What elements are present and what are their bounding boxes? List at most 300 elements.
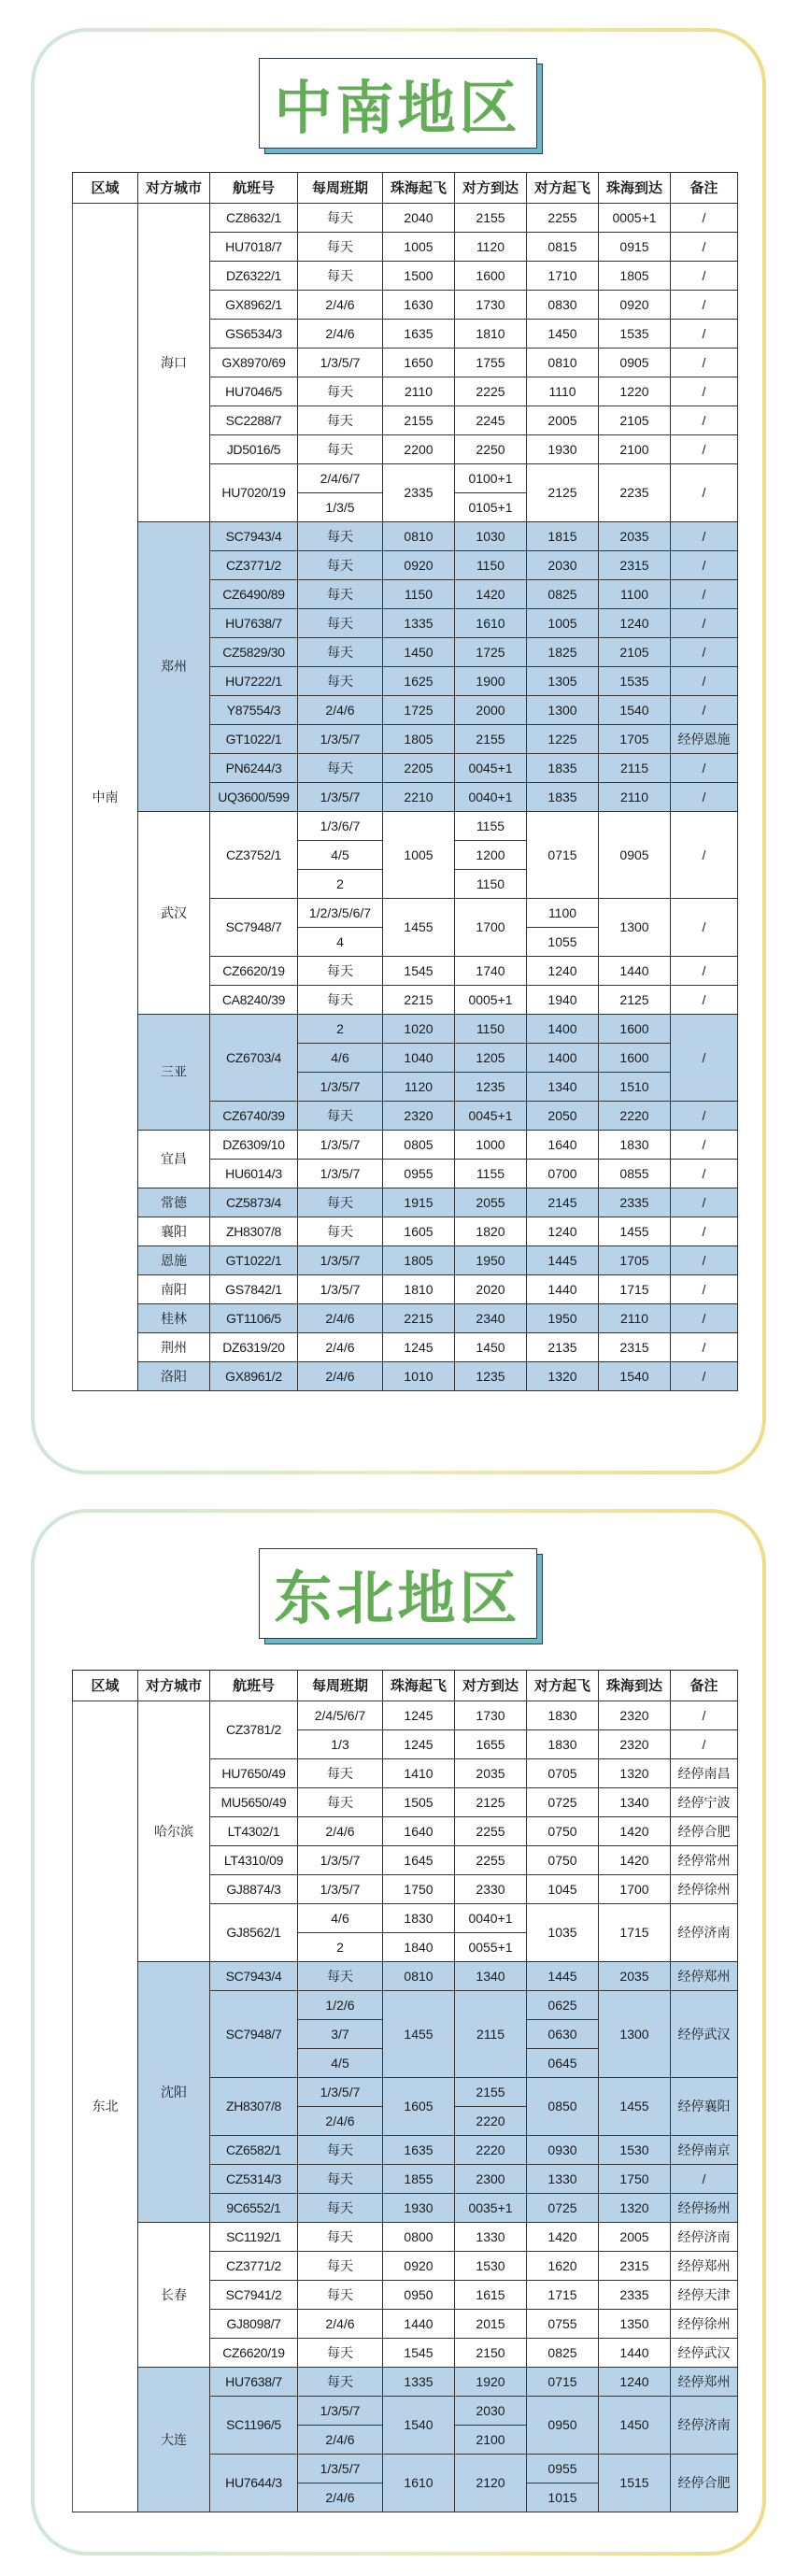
schedule: 1/3/5/7 xyxy=(298,2455,383,2483)
dep: 1015 xyxy=(527,2483,599,2512)
note: / xyxy=(671,812,738,899)
zh-dep: 1010 xyxy=(383,1362,455,1391)
schedule: 每天 xyxy=(298,233,383,262)
zh-dep: 1650 xyxy=(383,349,455,377)
arr: 1530 xyxy=(455,2252,527,2281)
col-header-schedule: 每周班期 xyxy=(298,173,383,204)
schedule: 每天 xyxy=(298,667,383,696)
section-card-northeast xyxy=(31,1509,766,2555)
col-header-dep: 对方起飞 xyxy=(527,1671,599,1701)
note: / xyxy=(671,464,738,522)
arr: 2155 xyxy=(455,725,527,754)
schedule: 每天 xyxy=(298,551,383,580)
schedule: 4 xyxy=(298,928,383,957)
flight-no: CZ6740/39 xyxy=(210,1102,298,1131)
zh-dep: 1150 xyxy=(383,580,455,609)
flight-no: Y87554/3 xyxy=(210,696,298,725)
zh-arr: 2315 xyxy=(599,1333,671,1362)
zh-arr: 2035 xyxy=(599,1962,671,1991)
dep: 1225 xyxy=(527,725,599,754)
note: / xyxy=(671,899,738,957)
zh-dep: 1750 xyxy=(383,1875,455,1904)
flight-no: GT1022/1 xyxy=(210,1246,298,1275)
note: / xyxy=(671,1333,738,1362)
card-body xyxy=(35,1513,762,2552)
note: / xyxy=(671,291,738,320)
note: 经停宁波 xyxy=(671,1788,738,1817)
dep: 1445 xyxy=(527,1246,599,1275)
dep: 0715 xyxy=(527,812,599,899)
zh-arr: 1515 xyxy=(599,2455,671,2512)
arr: 1340 xyxy=(455,1962,527,1991)
table-row xyxy=(73,522,738,551)
note: 经停常州 xyxy=(671,1846,738,1875)
arr: 1820 xyxy=(455,1217,527,1246)
dep: 1825 xyxy=(527,638,599,667)
note: / xyxy=(671,262,738,291)
arr: 2150 xyxy=(455,2339,527,2368)
city-cell: 洛阳 xyxy=(138,1362,210,1391)
arr: 2125 xyxy=(455,1788,527,1817)
schedule: 2 xyxy=(298,1933,383,1962)
table-row xyxy=(73,1217,738,1246)
dep: 1940 xyxy=(527,986,599,1015)
note: 经停南京 xyxy=(671,2136,738,2165)
arr: 1655 xyxy=(455,1730,527,1759)
schedule: 2/4/6 xyxy=(298,1304,383,1333)
col-header-note: 备注 xyxy=(671,173,738,204)
zh-dep: 2215 xyxy=(383,986,455,1015)
note: / xyxy=(671,754,738,783)
zh-arr: 2110 xyxy=(599,1304,671,1333)
schedule: 每天 xyxy=(298,1217,383,1246)
zh-arr: 1455 xyxy=(599,2078,671,2136)
note: / xyxy=(671,2165,738,2194)
arr: 0105+1 xyxy=(455,493,527,522)
zh-dep: 1625 xyxy=(383,667,455,696)
note: 经停郑州 xyxy=(671,2368,738,2397)
note: / xyxy=(671,1362,738,1391)
schedule: 1/3/5/7 xyxy=(298,1875,383,1904)
dep: 1450 xyxy=(527,320,599,349)
zh-dep: 1410 xyxy=(383,1759,455,1788)
arr: 1725 xyxy=(455,638,527,667)
flight-no: GJ8562/1 xyxy=(210,1904,298,1962)
schedule: 1/3/5/7 xyxy=(298,2078,383,2107)
dep: 1640 xyxy=(527,1131,599,1160)
zh-arr: 0905 xyxy=(599,349,671,377)
flight-no: CZ8632/1 xyxy=(210,204,298,233)
flight-schedule-table-northeast xyxy=(72,1670,738,2512)
schedule: 2 xyxy=(298,1015,383,1044)
zh-dep: 0810 xyxy=(383,1962,455,1991)
zh-dep: 1605 xyxy=(383,1217,455,1246)
schedule: 每天 xyxy=(298,377,383,406)
zh-arr: 1450 xyxy=(599,2397,671,2455)
col-header-city: 对方城市 xyxy=(138,173,210,204)
dep: 1950 xyxy=(527,1304,599,1333)
dep: 1835 xyxy=(527,783,599,812)
col-header-zh-dep: 珠海起飞 xyxy=(383,173,455,204)
arr: 1120 xyxy=(455,233,527,262)
dep: 1240 xyxy=(527,1217,599,1246)
schedule: 1/3/5/7 xyxy=(298,1246,383,1275)
arr: 2255 xyxy=(455,1846,527,1875)
note: / xyxy=(671,1304,738,1333)
zh-dep: 0800 xyxy=(383,2223,455,2252)
note: / xyxy=(671,580,738,609)
dep: 0725 xyxy=(527,1788,599,1817)
flight-no: SC7948/7 xyxy=(210,1991,298,2078)
zh-arr: 1535 xyxy=(599,667,671,696)
flight-schedule-table-central-south xyxy=(72,172,738,1391)
zh-arr: 2125 xyxy=(599,986,671,1015)
city-cell: 桂林 xyxy=(138,1304,210,1333)
flight-no: ZH8307/8 xyxy=(210,1217,298,1246)
flight-no: LT4310/09 xyxy=(210,1846,298,1875)
flight-no: SC7948/7 xyxy=(210,899,298,957)
city-cell: 恩施 xyxy=(138,1246,210,1275)
arr: 1730 xyxy=(455,291,527,320)
col-header-note: 备注 xyxy=(671,1671,738,1701)
schedule: 2/4/6/7 xyxy=(298,464,383,493)
table-row xyxy=(73,1246,738,1275)
flight-no: CZ3752/1 xyxy=(210,812,298,899)
zh-arr: 0920 xyxy=(599,291,671,320)
flight-no: GX8962/1 xyxy=(210,291,298,320)
dep: 0810 xyxy=(527,349,599,377)
zh-arr: 1705 xyxy=(599,1246,671,1275)
zh-dep: 0950 xyxy=(383,2281,455,2310)
arr: 1950 xyxy=(455,1246,527,1275)
note: / xyxy=(671,1102,738,1131)
arr: 1600 xyxy=(455,262,527,291)
dep: 0815 xyxy=(527,233,599,262)
flight-no: HU7638/7 xyxy=(210,2368,298,2397)
flight-no: DZ6309/10 xyxy=(210,1131,298,1160)
zh-dep: 0805 xyxy=(383,1131,455,1160)
zh-dep: 1830 xyxy=(383,1904,455,1933)
arr: 2330 xyxy=(455,1875,527,1904)
dep: 1835 xyxy=(527,754,599,783)
flight-no: SC7943/4 xyxy=(210,522,298,551)
zh-arr: 1540 xyxy=(599,696,671,725)
arr: 1740 xyxy=(455,957,527,986)
flight-no: GS7842/1 xyxy=(210,1275,298,1304)
flight-no: CZ3771/2 xyxy=(210,551,298,580)
zh-dep: 1545 xyxy=(383,2339,455,2368)
flight-no: CZ5314/3 xyxy=(210,2165,298,2194)
dep: 0950 xyxy=(527,2397,599,2455)
title-box xyxy=(259,58,537,149)
table-row xyxy=(73,1362,738,1391)
zh-arr: 1100 xyxy=(599,580,671,609)
city-cell: 海口 xyxy=(138,204,210,522)
arr: 1610 xyxy=(455,609,527,638)
zh-dep: 1635 xyxy=(383,2136,455,2165)
dep: 1005 xyxy=(527,609,599,638)
dep: 0715 xyxy=(527,2368,599,2397)
zh-dep: 1335 xyxy=(383,609,455,638)
zh-dep: 1840 xyxy=(383,1933,455,1962)
zh-arr: 2235 xyxy=(599,464,671,522)
flight-no: HU6014/3 xyxy=(210,1160,298,1188)
col-header-schedule: 每周班期 xyxy=(298,1671,383,1701)
section-title: 中南地区 xyxy=(274,74,521,142)
zh-dep: 1005 xyxy=(383,233,455,262)
flight-no: GS6534/3 xyxy=(210,320,298,349)
zh-arr: 0915 xyxy=(599,233,671,262)
table-row xyxy=(73,1188,738,1217)
schedule: 2/4/6 xyxy=(298,1362,383,1391)
region-cell: 中南 xyxy=(73,204,138,1391)
dep: 0825 xyxy=(527,580,599,609)
dep: 2030 xyxy=(527,551,599,580)
zh-arr: 1700 xyxy=(599,1875,671,1904)
arr: 1200 xyxy=(455,841,527,870)
schedule: 1/3/5/7 xyxy=(298,783,383,812)
note: / xyxy=(671,320,738,349)
arr: 1155 xyxy=(455,1160,527,1188)
table-row xyxy=(73,2368,738,2397)
note: / xyxy=(671,377,738,406)
schedule: 4/6 xyxy=(298,1904,383,1933)
city-cell: 荆州 xyxy=(138,1333,210,1362)
arr: 1155 xyxy=(455,812,527,841)
note: / xyxy=(671,522,738,551)
arr: 2255 xyxy=(455,1817,527,1846)
table-row xyxy=(73,1131,738,1160)
dep: 1100 xyxy=(527,899,599,928)
note: 经停扬州 xyxy=(671,2194,738,2223)
arr: 1420 xyxy=(455,580,527,609)
zh-arr: 0005+1 xyxy=(599,204,671,233)
zh-arr: 2320 xyxy=(599,1730,671,1759)
table-row xyxy=(73,2223,738,2252)
flight-no: HU7020/19 xyxy=(210,464,298,522)
schedule: 1/3 xyxy=(298,1730,383,1759)
region-cell: 东北 xyxy=(73,1701,138,2512)
schedule: 2/4/6 xyxy=(298,1333,383,1362)
schedule: 每天 xyxy=(298,204,383,233)
note: 经停济南 xyxy=(671,1904,738,1962)
dep: 2050 xyxy=(527,1102,599,1131)
zh-dep: 2110 xyxy=(383,377,455,406)
dep: 1930 xyxy=(527,435,599,464)
dep: 1400 xyxy=(527,1015,599,1044)
arr: 0055+1 xyxy=(455,1933,527,1962)
schedule: 2/4/6 xyxy=(298,696,383,725)
zh-arr: 1300 xyxy=(599,899,671,957)
flight-no: HU7638/7 xyxy=(210,609,298,638)
arr: 0035+1 xyxy=(455,2194,527,2223)
flight-no: CZ6620/19 xyxy=(210,2339,298,2368)
city-cell: 三亚 xyxy=(138,1015,210,1131)
section-title: 东北地区 xyxy=(274,1564,521,1632)
note: / xyxy=(671,1217,738,1246)
zh-dep: 1120 xyxy=(383,1073,455,1102)
flight-no: CZ3771/2 xyxy=(210,2252,298,2281)
flight-no: HU7018/7 xyxy=(210,233,298,262)
schedule: 每天 xyxy=(298,754,383,783)
zh-arr: 1530 xyxy=(599,2136,671,2165)
dep: 1055 xyxy=(527,928,599,957)
flight-no: CZ6582/1 xyxy=(210,2136,298,2165)
zh-dep: 1245 xyxy=(383,1701,455,1730)
arr: 2220 xyxy=(455,2136,527,2165)
zh-dep: 2210 xyxy=(383,783,455,812)
zh-dep: 2200 xyxy=(383,435,455,464)
arr: 1810 xyxy=(455,320,527,349)
flight-no: MU5650/49 xyxy=(210,1788,298,1817)
zh-dep: 1455 xyxy=(383,899,455,957)
schedule: 4/6 xyxy=(298,1044,383,1073)
note: 经停济南 xyxy=(671,2397,738,2455)
schedule: 1/3/5/7 xyxy=(298,1073,383,1102)
dep: 1715 xyxy=(527,2281,599,2310)
flight-no: CZ6490/89 xyxy=(210,580,298,609)
arr: 1900 xyxy=(455,667,527,696)
table-row xyxy=(73,1333,738,1362)
schedule: 每天 xyxy=(298,2194,383,2223)
section-card-central-south xyxy=(31,28,766,1474)
flight-no: PN6244/3 xyxy=(210,754,298,783)
note: 经停郑州 xyxy=(671,1962,738,1991)
arr: 1000 xyxy=(455,1131,527,1160)
zh-dep: 1855 xyxy=(383,2165,455,2194)
zh-dep: 1610 xyxy=(383,2455,455,2512)
arr: 1755 xyxy=(455,349,527,377)
dep: 2255 xyxy=(527,204,599,233)
arr: 2300 xyxy=(455,2165,527,2194)
schedule: 1/2/6 xyxy=(298,1991,383,2020)
zh-arr: 2105 xyxy=(599,406,671,435)
zh-arr: 2315 xyxy=(599,551,671,580)
note: / xyxy=(671,1701,738,1730)
schedule: 4/5 xyxy=(298,841,383,870)
zh-arr: 1240 xyxy=(599,609,671,638)
zh-dep: 1810 xyxy=(383,1275,455,1304)
schedule: 1/3/5 xyxy=(298,493,383,522)
dep: 1620 xyxy=(527,2252,599,2281)
dep: 1240 xyxy=(527,957,599,986)
zh-dep: 1805 xyxy=(383,1246,455,1275)
arr: 1920 xyxy=(455,2368,527,2397)
table-row xyxy=(73,204,738,233)
dep: 0750 xyxy=(527,1817,599,1846)
dep: 1330 xyxy=(527,2165,599,2194)
note: / xyxy=(671,783,738,812)
table-row xyxy=(73,1304,738,1333)
schedule: 每天 xyxy=(298,1962,383,1991)
zh-arr: 1715 xyxy=(599,1275,671,1304)
zh-arr: 1220 xyxy=(599,377,671,406)
note: 经停郑州 xyxy=(671,2252,738,2281)
zh-arr: 1440 xyxy=(599,2339,671,2368)
schedule: 1/3/5/7 xyxy=(298,1846,383,1875)
dep: 2135 xyxy=(527,1333,599,1362)
flight-no: DZ6322/1 xyxy=(210,262,298,291)
dep: 1830 xyxy=(527,1730,599,1759)
zh-arr: 1350 xyxy=(599,2310,671,2339)
flight-no: HU7046/5 xyxy=(210,377,298,406)
zh-dep: 0955 xyxy=(383,1160,455,1188)
section-title-badge xyxy=(259,1548,539,1642)
zh-arr: 1440 xyxy=(599,957,671,986)
arr: 2035 xyxy=(455,1759,527,1788)
zh-arr: 0855 xyxy=(599,1160,671,1188)
note: / xyxy=(671,406,738,435)
note: 经停天津 xyxy=(671,2281,738,2310)
schedule: 1/3/5/7 xyxy=(298,1131,383,1160)
dep: 1110 xyxy=(527,377,599,406)
zh-arr: 1320 xyxy=(599,1759,671,1788)
flight-no: SC1192/1 xyxy=(210,2223,298,2252)
schedule: 1/3/5/7 xyxy=(298,349,383,377)
dep: 2125 xyxy=(527,464,599,522)
zh-arr: 1600 xyxy=(599,1015,671,1044)
arr: 2250 xyxy=(455,435,527,464)
zh-arr: 1600 xyxy=(599,1044,671,1073)
note: 经停武汉 xyxy=(671,2339,738,2368)
arr: 2055 xyxy=(455,1188,527,1217)
city-cell: 哈尔滨 xyxy=(138,1701,210,1962)
col-header-arr: 对方到达 xyxy=(455,1671,527,1701)
zh-dep: 2320 xyxy=(383,1102,455,1131)
schedule: 每天 xyxy=(298,2136,383,2165)
dep: 0630 xyxy=(527,2020,599,2049)
zh-arr: 1540 xyxy=(599,1362,671,1391)
zh-dep: 2040 xyxy=(383,204,455,233)
table-row xyxy=(73,1701,738,1730)
arr: 2220 xyxy=(455,2107,527,2136)
note: 经停徐州 xyxy=(671,2310,738,2339)
flight-no: DZ6319/20 xyxy=(210,1333,298,1362)
arr: 1700 xyxy=(455,899,527,957)
schedule: 每天 xyxy=(298,522,383,551)
zh-dep: 1605 xyxy=(383,2078,455,2136)
zh-dep: 1245 xyxy=(383,1730,455,1759)
note: 经停恩施 xyxy=(671,725,738,754)
note: / xyxy=(671,1015,738,1102)
arr: 2020 xyxy=(455,1275,527,1304)
schedule: 1/3/5/7 xyxy=(298,2397,383,2426)
zh-dep: 1020 xyxy=(383,1015,455,1044)
flight-no: GX8970/69 xyxy=(210,349,298,377)
dep: 1300 xyxy=(527,696,599,725)
arr: 1150 xyxy=(455,551,527,580)
city-cell: 南阳 xyxy=(138,1275,210,1304)
schedule: 每天 xyxy=(298,1759,383,1788)
arr: 2015 xyxy=(455,2310,527,2339)
dep: 0930 xyxy=(527,2136,599,2165)
zh-dep: 1440 xyxy=(383,2310,455,2339)
schedule: 3/7 xyxy=(298,2020,383,2049)
zh-dep: 1500 xyxy=(383,262,455,291)
arr: 1730 xyxy=(455,1701,527,1730)
note: / xyxy=(671,667,738,696)
dep: 1035 xyxy=(527,1904,599,1962)
flight-no: GT1106/5 xyxy=(210,1304,298,1333)
dep: 0645 xyxy=(527,2049,599,2078)
zh-dep: 2155 xyxy=(383,406,455,435)
zh-arr: 2335 xyxy=(599,1188,671,1217)
zh-arr: 1300 xyxy=(599,1991,671,2078)
zh-arr: 2315 xyxy=(599,2252,671,2281)
dep: 0700 xyxy=(527,1160,599,1188)
card-body xyxy=(35,32,762,1471)
arr: 1235 xyxy=(455,1073,527,1102)
